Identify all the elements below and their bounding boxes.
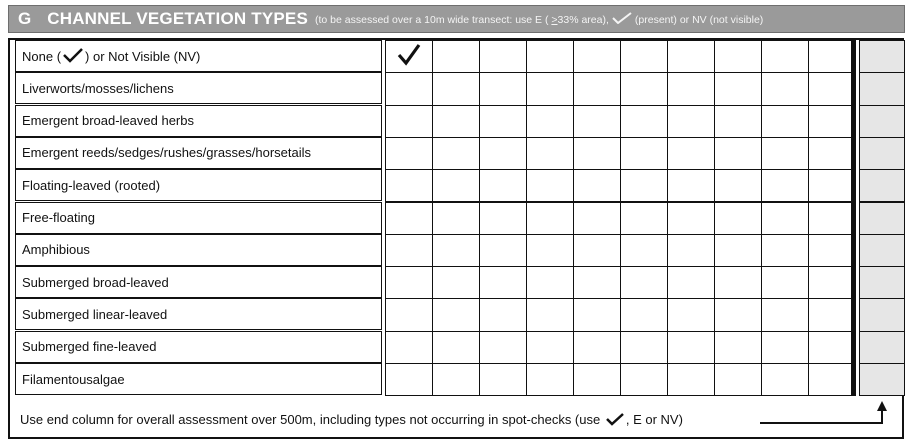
spot-check-cell[interactable] <box>714 40 762 73</box>
spot-check-cell[interactable] <box>526 363 574 396</box>
spot-check-cell[interactable] <box>808 105 856 138</box>
vegetation-type-label: Emergent reeds/sedges/rushes/grasses/horsetails <box>22 145 312 161</box>
vegetation-type-row <box>15 266 382 298</box>
spot-check-cell[interactable] <box>667 137 715 170</box>
spot-check-cell[interactable] <box>432 363 480 396</box>
spot-check-cell[interactable] <box>573 363 621 396</box>
footer-instruction <box>20 412 683 429</box>
spot-check-cell[interactable] <box>432 40 480 73</box>
spot-check-cell[interactable] <box>808 72 856 105</box>
overall-assessment-cell[interactable] <box>859 331 905 364</box>
section-title: CHANNEL VEGETATION TYPES <box>47 9 309 28</box>
vegetation-type-label: Filamentousalgae <box>22 371 125 387</box>
spot-check-cell[interactable] <box>761 331 809 364</box>
spot-check-cell[interactable] <box>667 363 715 396</box>
spot-check-cell[interactable] <box>526 137 574 170</box>
spot-check-cell[interactable] <box>432 169 480 202</box>
spot-check-cell[interactable] <box>573 40 621 73</box>
spot-check-cell[interactable] <box>620 234 668 267</box>
overall-assessment-cell[interactable] <box>859 234 905 267</box>
spot-check-cell[interactable] <box>714 169 762 202</box>
spot-check-cell[interactable] <box>620 40 668 73</box>
overall-assessment-cell[interactable] <box>859 363 905 396</box>
spot-check-cell[interactable] <box>714 105 762 138</box>
spot-check-cell[interactable] <box>714 266 762 299</box>
spot-check-cell[interactable] <box>714 202 762 235</box>
spot-check-cell[interactable] <box>808 331 856 364</box>
vegetation-type-label: Liverworts/mosses/lichens <box>22 80 174 96</box>
spot-check-cell[interactable] <box>385 363 433 396</box>
vegetation-type-label: Submerged fine-leaved <box>22 339 157 355</box>
spot-check-cell[interactable] <box>620 266 668 299</box>
vegetation-type-label: Submerged broad-leaved <box>22 274 169 290</box>
spot-check-cell[interactable] <box>714 234 762 267</box>
spot-check-cell[interactable] <box>479 169 527 202</box>
spot-check-cell[interactable] <box>667 234 715 267</box>
spot-check-cell[interactable] <box>667 298 715 331</box>
spot-check-cell[interactable] <box>714 298 762 331</box>
vegetation-type-label: Free-floating <box>22 210 95 225</box>
threshold-symbol: > <box>551 13 558 26</box>
vegetation-type-row <box>15 40 382 72</box>
spot-check-cell[interactable] <box>526 298 574 331</box>
spot-check-cell[interactable] <box>432 266 480 299</box>
spot-check-cell[interactable] <box>573 72 621 105</box>
spot-check-cell[interactable] <box>526 169 574 202</box>
instructions-part-3: (present) or NV (not visible) <box>634 13 764 26</box>
spot-check-cell[interactable] <box>620 202 668 235</box>
spot-check-cell[interactable] <box>808 202 856 235</box>
spot-check-cell[interactable] <box>526 266 574 299</box>
spot-check-cell[interactable] <box>808 169 856 202</box>
spot-check-cell[interactable] <box>573 202 621 235</box>
spot-check-cell[interactable] <box>573 105 621 138</box>
spot-check-cell[interactable] <box>620 363 668 396</box>
check-mark-icon <box>396 42 422 71</box>
spot-check-cell[interactable] <box>385 72 433 105</box>
spot-check-cell[interactable] <box>479 137 527 170</box>
section-header <box>8 5 905 33</box>
spot-check-cell[interactable] <box>808 137 856 170</box>
spot-check-cell[interactable] <box>808 40 856 73</box>
spot-check-cell[interactable] <box>761 266 809 299</box>
spot-check-cell[interactable] <box>526 234 574 267</box>
vegetation-type-label: Floating-leaved (rooted) <box>22 177 161 193</box>
vegetation-type-row <box>15 202 382 234</box>
spot-check-cell[interactable] <box>667 266 715 299</box>
spot-check-cell[interactable] <box>761 40 809 73</box>
spot-check-cell[interactable] <box>479 363 527 396</box>
spot-check-cell[interactable] <box>385 298 433 331</box>
arrow-head <box>877 401 887 411</box>
spot-check-cell[interactable] <box>667 331 715 364</box>
spot-check-cell[interactable] <box>432 234 480 267</box>
instructions-part-2: 33% area), <box>557 13 609 26</box>
spot-check-cell[interactable] <box>714 72 762 105</box>
spot-check-cell[interactable] <box>479 40 527 73</box>
vegetation-type-label: Emergent broad-leaved herbs <box>22 113 194 129</box>
spot-check-cell[interactable] <box>385 137 433 170</box>
spot-check-cell[interactable] <box>573 331 621 364</box>
spot-check-cell[interactable] <box>761 169 809 202</box>
spot-check-cell[interactable] <box>573 266 621 299</box>
spot-check-cell[interactable] <box>432 298 480 331</box>
overall-assessment-cell[interactable] <box>859 298 905 331</box>
spot-check-cell[interactable] <box>714 137 762 170</box>
vegetation-type-row <box>15 137 382 169</box>
arrow-line <box>760 422 882 424</box>
spot-check-cell[interactable] <box>526 105 574 138</box>
spot-check-cell[interactable] <box>620 72 668 105</box>
spot-check-cell[interactable] <box>573 137 621 170</box>
spot-check-cell[interactable] <box>667 40 715 73</box>
arrow-up-icon <box>881 410 883 424</box>
spot-check-cell[interactable] <box>620 169 668 202</box>
spot-check-cell[interactable] <box>479 202 527 235</box>
spot-check-cell[interactable] <box>761 105 809 138</box>
overall-assessment-cell[interactable] <box>859 40 905 73</box>
spot-check-cell[interactable] <box>385 266 433 299</box>
spot-check-cell[interactable] <box>432 105 480 138</box>
check-mark-icon <box>62 47 84 66</box>
spot-check-cell[interactable] <box>620 331 668 364</box>
spot-check-cell[interactable] <box>620 298 668 331</box>
vegetation-type-row <box>15 331 382 363</box>
spot-check-cell[interactable] <box>714 331 762 364</box>
spot-check-cell[interactable] <box>385 40 433 73</box>
spot-check-cell[interactable] <box>667 72 715 105</box>
spot-check-cell[interactable] <box>526 202 574 235</box>
spot-check-cell[interactable] <box>432 137 480 170</box>
spot-check-cell[interactable] <box>385 234 433 267</box>
spot-check-cell[interactable] <box>526 40 574 73</box>
spot-check-cell[interactable] <box>808 363 856 396</box>
spot-check-cell[interactable] <box>620 137 668 170</box>
spot-check-cell[interactable] <box>526 72 574 105</box>
spot-check-cell[interactable] <box>526 331 574 364</box>
spot-check-cell[interactable] <box>808 298 856 331</box>
vegetation-type-row <box>15 72 382 104</box>
spot-check-cell[interactable] <box>479 234 527 267</box>
spot-check-cell[interactable] <box>573 169 621 202</box>
instructions-part-1: (to be assessed over a 10m wide transect: use E ( <box>315 13 552 26</box>
overall-assessment-cell[interactable] <box>859 137 905 170</box>
spot-check-cell[interactable] <box>385 169 433 202</box>
footer-text-pre: Use end column for overall assessment over 500m, including types not occurring in spot-checks (use <box>20 412 604 427</box>
spot-check-cell[interactable] <box>432 202 480 235</box>
spot-check-cell[interactable] <box>808 234 856 267</box>
spot-check-cell[interactable] <box>808 266 856 299</box>
spot-check-cell[interactable] <box>573 298 621 331</box>
spot-check-cell[interactable] <box>479 298 527 331</box>
spot-check-cell[interactable] <box>385 202 433 235</box>
spot-check-cell[interactable] <box>385 331 433 364</box>
vegetation-type-row <box>15 105 382 137</box>
section-letter: G <box>18 9 32 28</box>
vegetation-type-row <box>15 363 382 395</box>
check-mark-icon <box>611 12 633 27</box>
vegetation-type-row <box>15 169 382 201</box>
spot-check-cell[interactable] <box>432 331 480 364</box>
vegetation-type-label-suffix: ) or Not Visible (NV) <box>85 48 201 64</box>
spot-check-cell[interactable] <box>479 266 527 299</box>
spot-check-cell[interactable] <box>479 72 527 105</box>
spot-check-cell[interactable] <box>761 202 809 235</box>
overall-assessment-cell[interactable] <box>859 169 905 202</box>
spot-check-cell[interactable] <box>761 137 809 170</box>
overall-assessment-cell[interactable] <box>859 266 905 299</box>
vegetation-type-label: Submerged linear-leaved <box>22 306 168 322</box>
end-column-divider <box>851 40 855 395</box>
spot-check-cell[interactable] <box>667 105 715 138</box>
vegetation-type-label: None ( <box>22 48 62 64</box>
overall-assessment-cell[interactable] <box>859 105 905 138</box>
spot-check-cell[interactable] <box>432 72 480 105</box>
spot-check-cell[interactable] <box>761 72 809 105</box>
footer-text-post: , E or NV) <box>625 412 683 427</box>
vegetation-type-row <box>15 298 382 330</box>
spot-check-cell[interactable] <box>620 105 668 138</box>
spot-check-cell[interactable] <box>761 363 809 396</box>
vegetation-type-row <box>15 234 382 266</box>
spot-check-cell[interactable] <box>479 331 527 364</box>
overall-assessment-cell[interactable] <box>859 72 905 105</box>
spot-check-cell[interactable] <box>761 298 809 331</box>
spot-check-cell[interactable] <box>667 202 715 235</box>
section-instructions <box>315 12 763 27</box>
vegetation-type-label: Amphibious <box>22 242 90 258</box>
check-mark-icon <box>605 412 625 429</box>
spot-check-cell[interactable] <box>714 363 762 396</box>
spot-check-cell[interactable] <box>479 105 527 138</box>
spot-check-cell[interactable] <box>385 105 433 138</box>
spot-check-cell[interactable] <box>761 234 809 267</box>
spot-check-cell[interactable] <box>573 234 621 267</box>
overall-assessment-cell[interactable] <box>859 202 905 235</box>
spot-check-cell[interactable] <box>667 169 715 202</box>
